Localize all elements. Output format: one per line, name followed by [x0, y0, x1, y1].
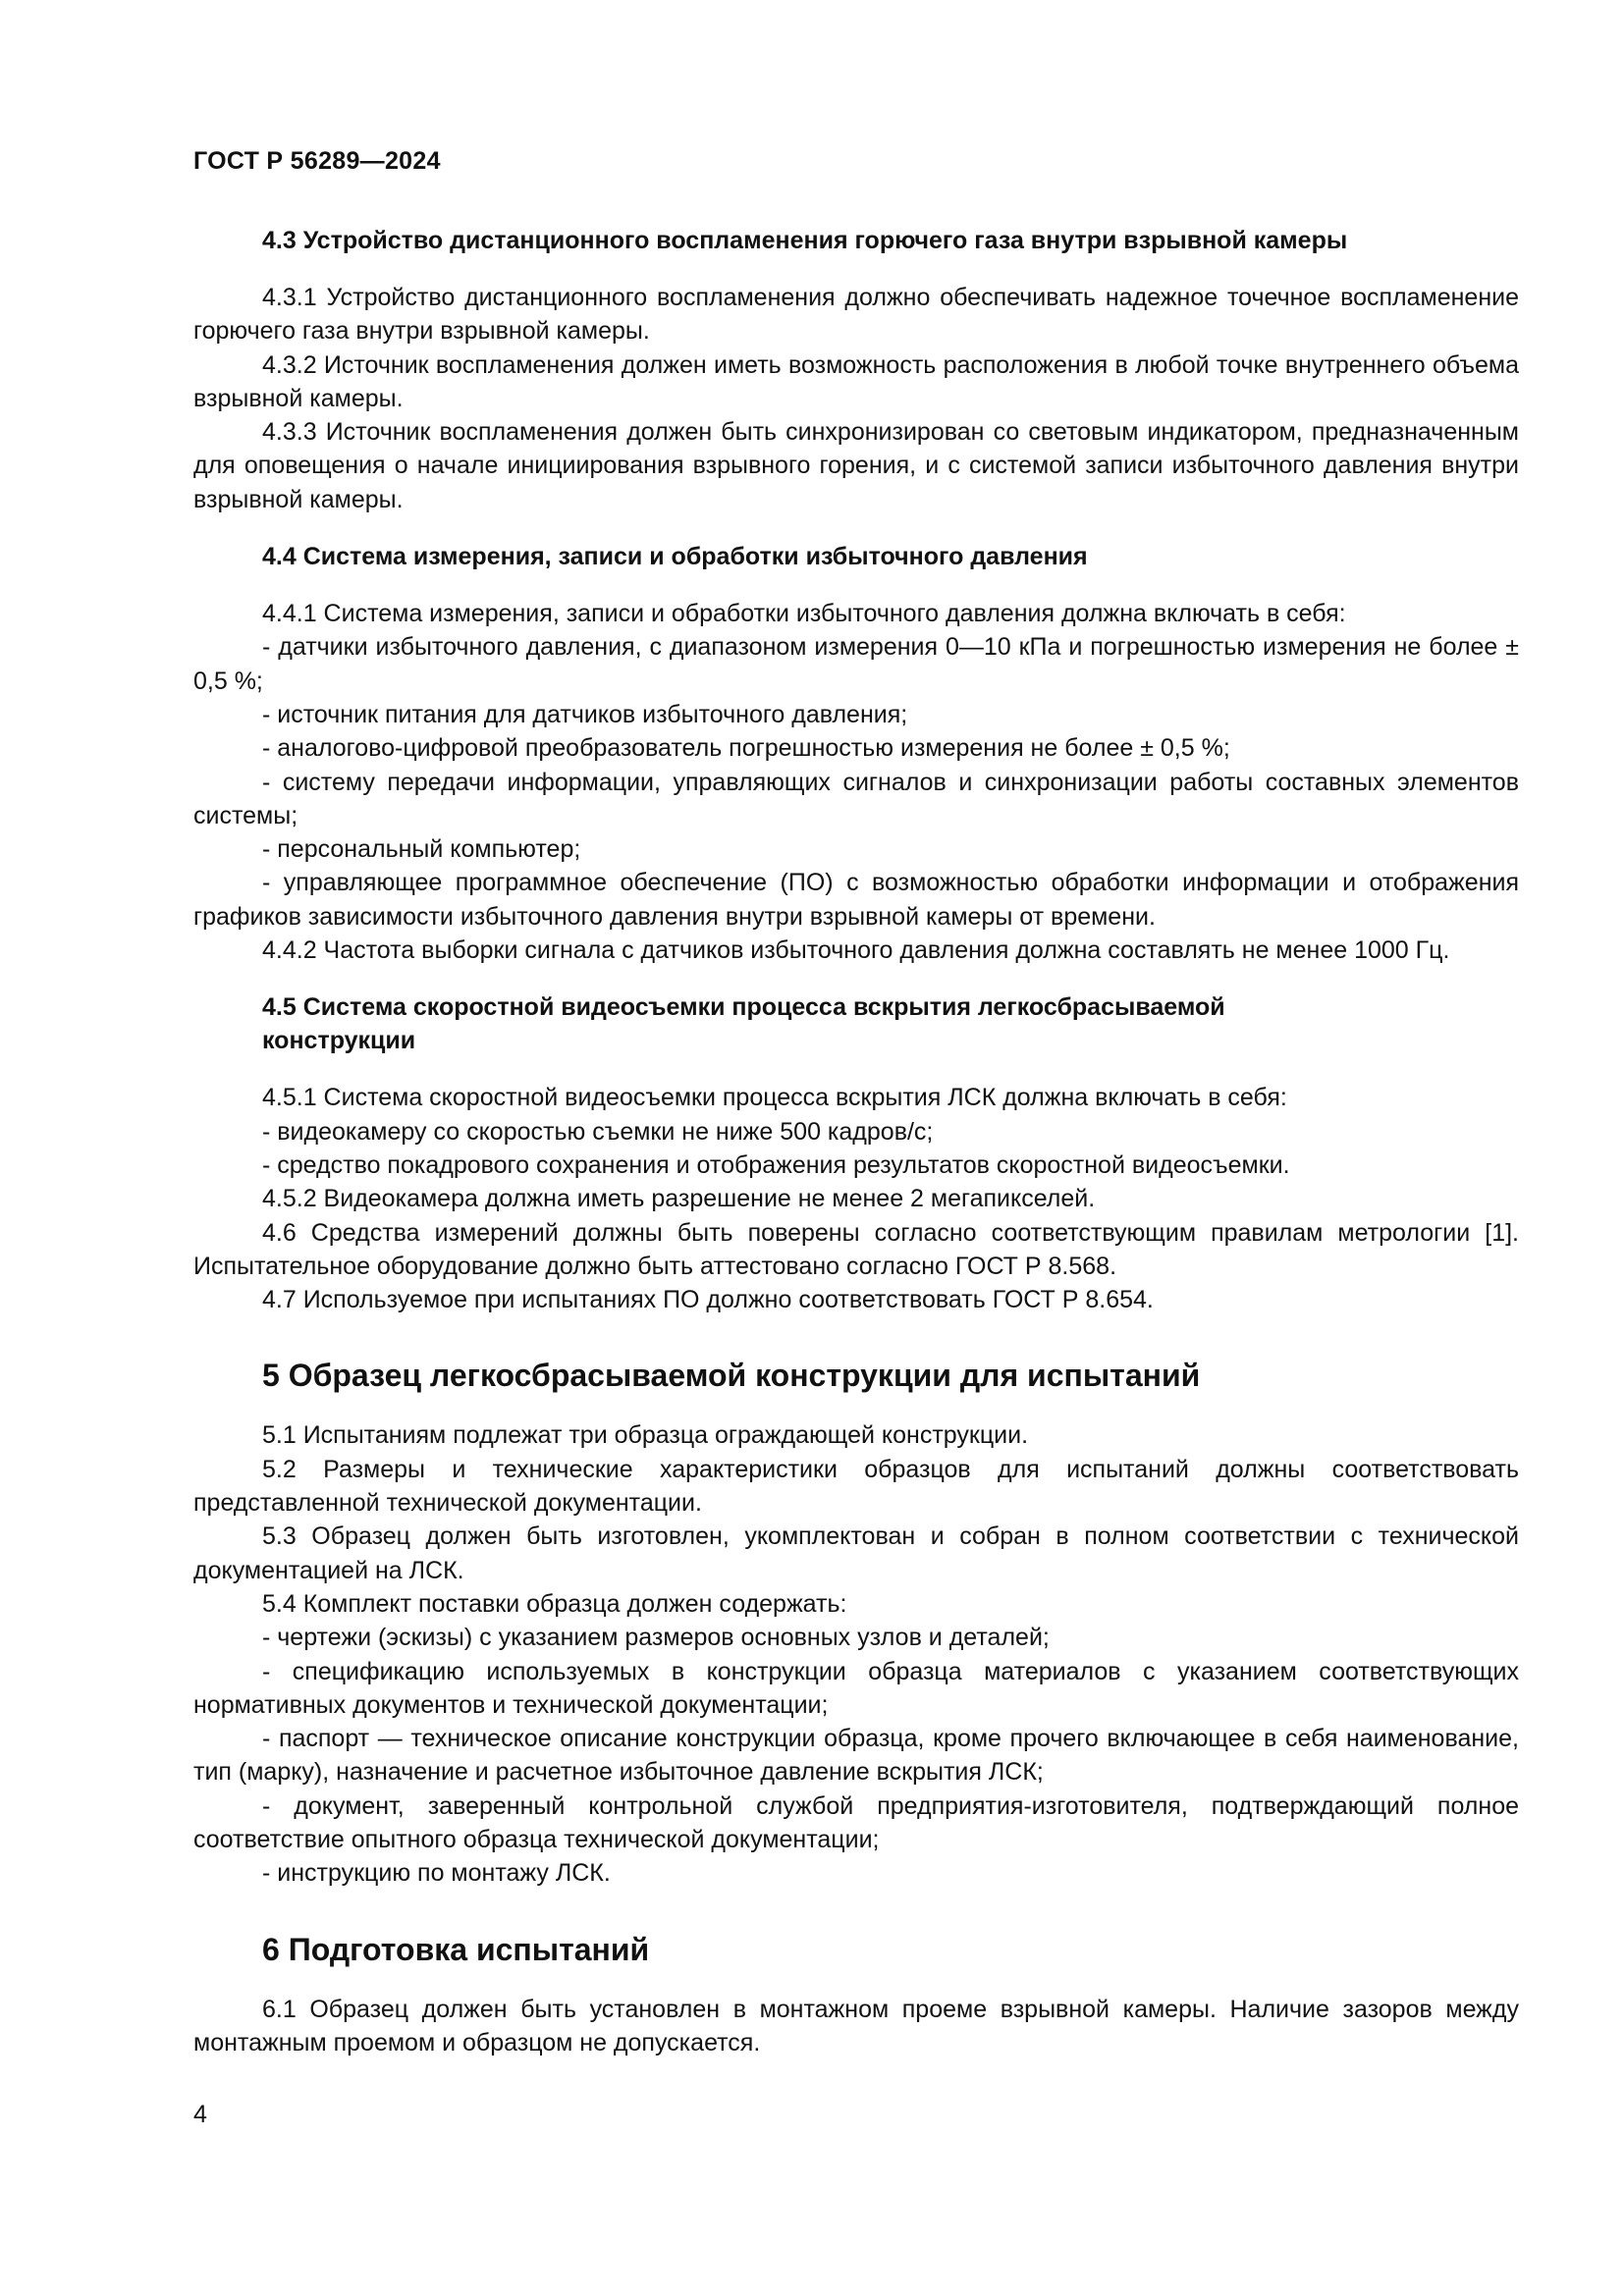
list-item-5-4-b: - спецификацию используемых в конструкции образца материалов с указанием соответствующих нормативных документов и технической документации; — [193, 1657, 1519, 1719]
list-item-5-4-d: - документ, заверенный контрольной службой предприятия-изготовителя, подтверждающий полное соответствие опытного образца технической документации; — [193, 1791, 1519, 1853]
paragraph-4-3-2: 4.3.2 Источник воспламенения должен иметь возможность расположения в любой точке внутреннего объема взрывной камеры. — [193, 350, 1519, 412]
paragraph-5-4: 5.4 Комплект поставки образца должен содержать: — [262, 1589, 847, 1618]
paragraph-4-6: 4.6 Средства измерений должны быть поверены согласно соответствующим правилам метрологии [1]. Испытательное оборудование должно быть аттестовано согласно ГОСТ Р 8.568. — [193, 1218, 1519, 1280]
list-item-5-4-a: - чертежи (эскизы) с указанием размеров основных узлов и деталей; — [262, 1624, 1050, 1652]
subsection-4-4-title: 4.4 Система измерения, записи и обработки избыточного давления — [262, 543, 1088, 571]
paragraph-5-1: 5.1 Испытаниям подлежат три образца ограждающей конструкции. — [262, 1421, 1029, 1450]
paragraph-4-3-3: 4.3.3 Источник воспламенения должен быть синхронизирован со световым индикатором, предназначенным для оповещения о начале инициирования взрывного горения, и с системой записи избыточного давления внутри взрывной камеры. — [193, 418, 1519, 513]
list-item-4-4-1-e: - персональный компьютер; — [262, 835, 581, 864]
paragraph-5-3: 5.3 Образец должен быть изготовлен, укомплектован и собран в полном соответствии с технической документацией на ЛСК. — [193, 1522, 1519, 1584]
paragraph-4-5-1: 4.5.1 Система скоростной видеосъемки процесса вскрытия ЛСК должна включать в себя: — [262, 1084, 1287, 1112]
list-item-4-4-1-f: - управляющее программное обеспечение (ПО) с возможностью обработки информации и отображения графиков зависимости избыточного давления внутри взрывной камеры от времени. — [193, 869, 1519, 931]
list-item-4-5-1-a: - видеокамеру со скоростью съемки не ниже 500 кадров/с; — [262, 1117, 934, 1146]
paragraph-5-2: 5.2 Размеры и технические характеристики образцов для испытаний должны соответствовать представленной технической документации. — [193, 1455, 1519, 1518]
paragraph-4-3-1: 4.3.1 Устройство дистанционного воспламенения должно обеспечивать надежное точечное воспламенение горючего газа внутри взрывной камеры. — [193, 284, 1519, 346]
paragraph-4-4-2: 4.4.2 Частота выборки сигнала с датчиков избыточного давления должна составлять не менее 1000 Гц. — [262, 936, 1450, 965]
subsection-4-5-title-line-1: 4.5 Система скоростной видеосъемки процесса вскрытия легкосбрасываемой — [262, 993, 1225, 1022]
list-item-4-5-1-b: - средство покадрового сохранения и отображения результатов скоростной видеосъемки. — [262, 1150, 1290, 1179]
list-item-5-4-c: - паспорт — техническое описание конструкции образца, кроме прочего включающее в себя наименование, тип (марку), назначение и расчетное избыточное давление вскрытия ЛСК; — [193, 1725, 1519, 1787]
list-item-4-4-1-b: - источник питания для датчиков избыточного давления; — [262, 700, 908, 728]
subsection-4-5-title — [193, 990, 1519, 1057]
subsection-4-5-title-line-2: конструкции — [262, 1027, 416, 1055]
subsection-4-3-title: 4.3 Устройство дистанционного воспламенения горючего газа внутри взрывной камеры — [262, 227, 1348, 254]
paragraph-6-1: 6.1 Образец должен быть установлен в монтажном проеме взрывной камеры. Наличие зазоров между монтажным проемом и образцом не допускается. — [193, 1995, 1519, 2056]
list-item-4-4-1-a: - датчики избыточного давления, с диапазоном измерения 0—10 кПа и погрешностью измерения не более ± 0,5 %; — [193, 633, 1519, 695]
paragraph-4-4-1: 4.4.1 Система измерения, записи и обработки избыточного давления должна включать в себя: — [262, 600, 1346, 628]
section-5-title: 5 Образец легкосбрасываемой конструкции для испытаний — [262, 1358, 1201, 1394]
page-number: 4 — [193, 2101, 207, 2128]
document-body — [193, 224, 1519, 2059]
paragraph-4-7: 4.7 Используемое при испытаниях ПО должно соответствовать ГОСТ Р 8.654. — [262, 1286, 1154, 1314]
section-6-title: 6 Подготовка испытаний — [262, 1931, 650, 1967]
list-item-4-4-1-d: - систему передачи информации, управляющих сигналов и синхронизации работы составных элементов системы; — [193, 768, 1519, 829]
paragraph-4-5-2: 4.5.2 Видеокамера должна иметь разрешение не менее 2 мегапикселей. — [262, 1185, 1096, 1213]
document-header: ГОСТ Р 56289—2024 — [193, 147, 441, 175]
list-item-5-4-e: - инструкцию по монтажу ЛСК. — [262, 1859, 611, 1888]
list-item-4-4-1-c: - аналогово-цифровой преобразователь погрешностью измерения не более ± 0,5 %; — [262, 734, 1230, 763]
